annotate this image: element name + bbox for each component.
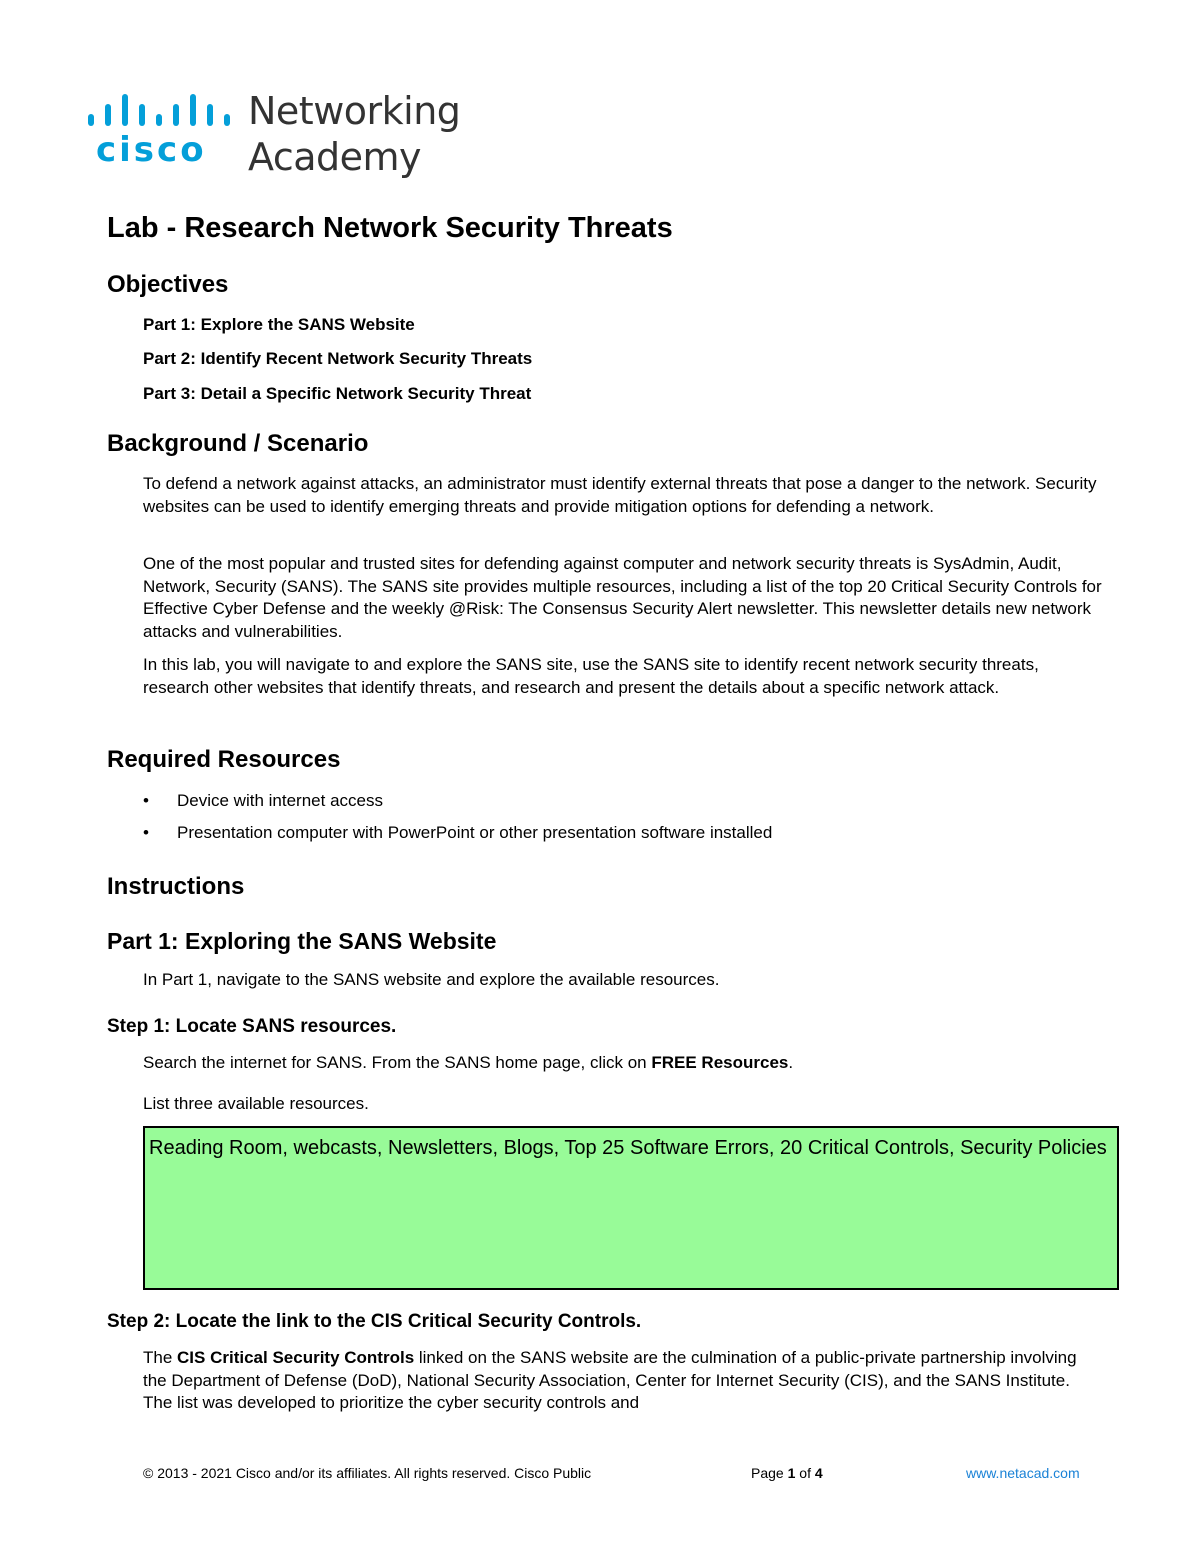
logo-line-networking: Networking <box>248 89 461 133</box>
list-item-text: Presentation computer with PowerPoint or other presentation software installed <box>177 823 773 842</box>
required-resources-heading: Required Resources <box>107 746 341 773</box>
background-paragraph: In this lab, you will navigate to and explore the SANS site, use the SANS site to identify recent network security threats, research other websites that identify threats, and research and present the details about a specific network attack. <box>143 655 1039 697</box>
list-item <box>143 791 383 811</box>
bullet-icon: • <box>143 791 149 810</box>
step2-heading: Step 2: Locate the link to the CIS Critical Security Controls. <box>107 1311 642 1332</box>
free-resources-emphasis: FREE Resources <box>651 1053 789 1072</box>
objective-item: Part 3: Detail a Specific Network Security Threat <box>143 384 532 403</box>
instructions-heading: Instructions <box>107 873 245 900</box>
background-paragraph: One of the most popular and trusted sites for defending against computer and network security threats is SysAdmin, Audit, Network, Security (SANS). The SANS site provides multiple resources, including a list of the top 20 Critical Security Controls for Effective Cyber Defense and the weekly @Risk: The Consensus Security Alert newsletter. This newsletter details new network attacks and vulnerabilities. <box>143 554 1102 641</box>
step1-instruction: Search the internet for SANS. From the SANS home page, click on FREE Resources. <box>143 1053 794 1072</box>
objectives-heading: Objectives <box>107 271 229 298</box>
academy-wordmark <box>248 88 460 180</box>
cisco-networking-academy-logo <box>86 88 486 183</box>
background-heading: Background / Scenario <box>107 430 369 457</box>
objective-item: Part 1: Explore the SANS Website <box>143 315 415 334</box>
footer-website-link[interactable]: www.netacad.com <box>966 1465 1080 1481</box>
page-title: Lab - Research Network Security Threats <box>107 212 673 244</box>
footer-page-number: Page 1 of 4 <box>751 1465 823 1481</box>
objective-item: Part 2: Identify Recent Network Security Threats <box>143 349 533 368</box>
bullet-icon: • <box>143 823 149 842</box>
cisco-bars-icon <box>88 92 238 132</box>
part1-intro: In Part 1, navigate to the SANS website and explore the available resources. <box>143 970 720 989</box>
step1-prompt: List three available resources. <box>143 1094 369 1113</box>
cisco-wordmark: cisco <box>96 130 207 170</box>
background-paragraph: To defend a network against attacks, an administrator must identify external threats that pose a danger to the network. Security websites can be used to identify emerging threats and provide mitigation options for defending a network. <box>143 474 1097 516</box>
step1-heading: Step 1: Locate SANS resources. <box>107 1016 397 1037</box>
step2-paragraph: The CIS Critical Security Controls linked on the SANS website are the culmination of a public-private partnership involving the Department of Defense (DoD), National Security Association, Center for Internet Security (CIS), and the SANS Institute. The list was developed to prioritize the cyber security controls and <box>143 1348 1077 1412</box>
part1-heading: Part 1: Exploring the SANS Website <box>107 928 497 954</box>
answer-box[interactable]: Reading Room, webcasts, Newsletters, Blogs, Top 25 Software Errors, 20 Critical Controls, Security Policies <box>143 1126 1119 1290</box>
list-item-text: Device with internet access <box>177 791 383 810</box>
logo-line-academy: Academy <box>248 135 422 179</box>
list-item <box>143 823 772 843</box>
cis-controls-emphasis: CIS Critical Security Controls <box>177 1348 415 1367</box>
footer-copyright: © 2013 - 2021 Cisco and/or its affiliates. All rights reserved. Cisco Public <box>143 1465 592 1481</box>
